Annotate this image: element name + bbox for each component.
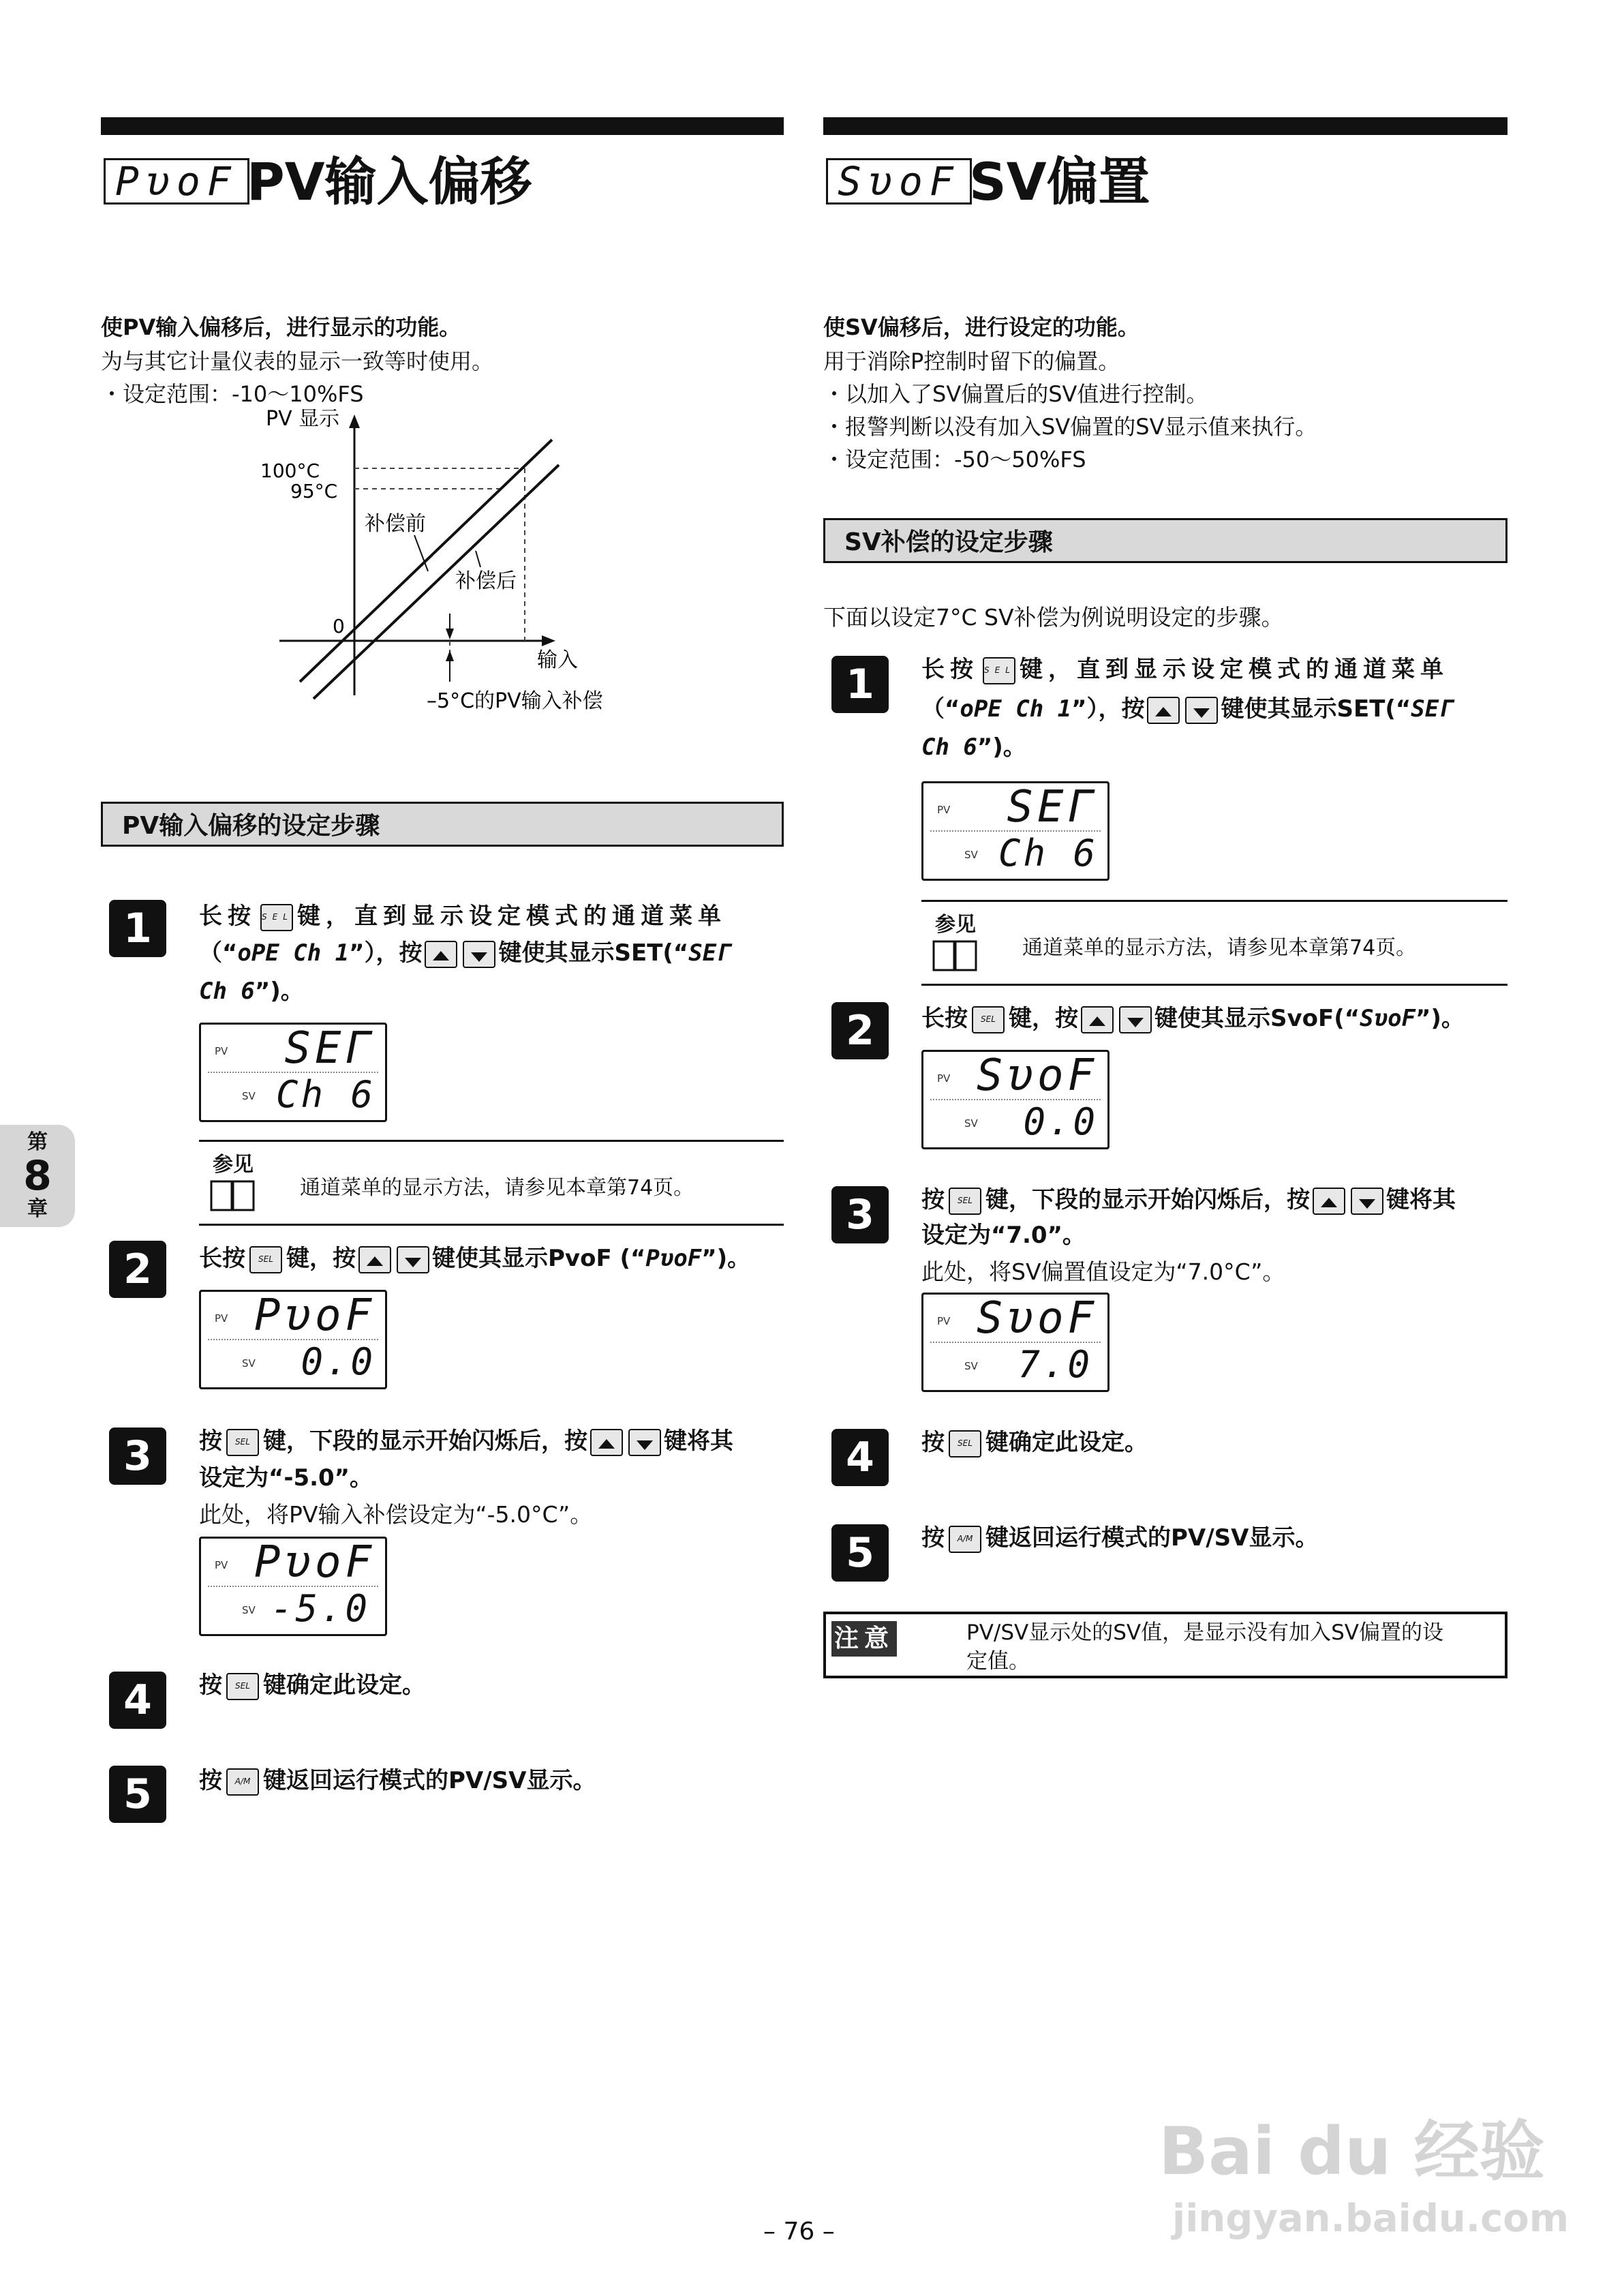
right-step1-l1b: 键，直到显示设定模式的通道菜单 — [1020, 656, 1449, 683]
left-step2-c: 键使其显示PvoF (“ — [432, 1245, 646, 1272]
left-intro-1: 为与其它计量仪表的显示一致等时使用。 — [101, 348, 494, 374]
left-step1-l2-code: oPE Ch 1 — [237, 939, 350, 967]
right-step5-b: 键返回运行模式的PV/SV显示。 — [985, 1524, 1319, 1552]
lcd-pv-label: PV — [215, 1312, 228, 1325]
chapter-number: 8 — [23, 1152, 52, 1200]
left-step1-line2 — [199, 934, 731, 972]
right-step3-lcd — [921, 1293, 1110, 1392]
down-key-icon — [397, 1246, 429, 1273]
left-intro-2: ・设定范围：-10～10%FS — [101, 381, 364, 407]
lcd-sv-value: 0.0 — [301, 1340, 376, 1383]
ref-label: 参见 — [213, 1153, 254, 1177]
left-step1-line3 — [199, 972, 304, 1010]
lcd-sv-label: SV — [242, 1604, 256, 1616]
note-line1: PV/SV显示处的SV值，是显示没有加入SV偏置的设 — [966, 1620, 1443, 1645]
right-step3-number: 3 — [831, 1186, 889, 1243]
left-step2-code: PυoF — [645, 1245, 702, 1272]
sel-key-icon: SEL — [260, 904, 293, 931]
graph-label-before: 补偿前 — [365, 512, 426, 536]
left-step2-b: 键，按 — [286, 1245, 356, 1272]
up-key-icon — [358, 1246, 391, 1273]
right-step3-b: 键，下段的显示开始闪烁后，按 — [985, 1186, 1310, 1213]
lcd-pv-label: PV — [215, 1045, 228, 1057]
left-top-rule — [101, 117, 784, 135]
lcd-sv-value-blinking: 7.0 — [1017, 1343, 1092, 1386]
right-intro-3: ・报警判断以没有加入SV偏置的SV显示值来执行。 — [823, 414, 1317, 440]
left-step1-l3b: ”)。 — [254, 978, 304, 1005]
right-step1-l3b: ”)。 — [977, 734, 1026, 761]
book-icon — [209, 1177, 256, 1213]
down-key-icon — [628, 1429, 661, 1456]
am-key-icon: A/M — [949, 1526, 981, 1553]
baidu-watermark-url: jingyan.baidu.com — [1172, 2196, 1570, 2241]
chapter-bottom: 章 — [27, 1197, 48, 1221]
right-step4-line — [921, 1423, 1148, 1462]
sel-key-icon: SEL — [983, 657, 1015, 684]
page-number: – 76 – — [763, 2218, 835, 2246]
left-step2-d: ”)。 — [701, 1245, 751, 1272]
left-step1-l3-code: Ch 6 — [199, 978, 255, 1005]
right-step5-number: 5 — [831, 1524, 889, 1582]
right-step1-number: 1 — [831, 656, 889, 713]
lcd-pv-value: PυoF — [254, 1537, 376, 1588]
right-reference-box — [921, 900, 1508, 986]
right-step2-d: ”)。 — [1416, 1005, 1465, 1032]
lcd-pv-value: SEΓ — [284, 1023, 376, 1074]
right-intro-bold: 使SV偏移后，进行设定的功能。 — [823, 314, 1139, 340]
graph-zero: 0 — [333, 615, 345, 637]
left-step4-b: 键确定此设定。 — [263, 1672, 425, 1699]
graph-tick-100: 100°C — [260, 459, 320, 482]
left-step3-line3: 此处，将PV输入补偿设定为“-5.0°C”。 — [199, 1501, 593, 1528]
left-step4-line — [199, 1666, 425, 1704]
sel-key-icon: SEL — [972, 1006, 1005, 1033]
right-step1-l2c: 键使其显示SET(“ — [1221, 695, 1411, 723]
right-step1-line2 — [921, 690, 1453, 728]
right-lead: 下面以设定7°C SV补偿为例说明设定的步骤。 — [823, 604, 1284, 631]
left-section-title: PV输入偏移 — [247, 151, 532, 212]
lcd-sv-label: SV — [242, 1357, 256, 1370]
pv-offset-graph — [259, 409, 641, 723]
left-step5-line — [199, 1762, 596, 1800]
right-step2-number: 2 — [831, 1002, 889, 1059]
left-step1-lcd — [199, 1023, 387, 1122]
left-step5-a: 按 — [199, 1767, 222, 1794]
chapter-tab — [0, 1125, 75, 1227]
right-step1-l3-code: Ch 6 — [921, 734, 977, 761]
lcd-pv-value: SυoF — [976, 1293, 1098, 1344]
graph-tick-95: 95°C — [290, 480, 338, 502]
note-line2: 定值。 — [966, 1649, 1030, 1674]
graph-x-label: 输入 — [537, 648, 578, 672]
left-step1-l2a: （“ — [199, 939, 238, 967]
lcd-sv-value: 0.0 — [1023, 1100, 1098, 1143]
right-step3-line3: 此处，将SV偏置值设定为“7.0°C”。 — [921, 1258, 1285, 1285]
lcd-sv-value: Ch 6 — [998, 832, 1098, 875]
ref-label: 参见 — [935, 913, 976, 937]
right-step2-lcd — [921, 1050, 1110, 1149]
x-axis-arrow-icon — [542, 635, 555, 646]
right-step5-a: 按 — [921, 1524, 945, 1552]
up-key-icon — [1147, 697, 1180, 724]
right-step2-b: 键，按 — [1009, 1005, 1078, 1032]
right-section-code: SυoF — [826, 158, 972, 205]
left-step4-number: 4 — [109, 1672, 166, 1729]
right-intro-2: ・以加入了SV偏置后的SV值进行控制。 — [823, 381, 1208, 407]
up-key-icon — [590, 1429, 623, 1456]
right-step3-line1 — [921, 1181, 1456, 1219]
right-step1-l2-code: oPE Ch 1 — [960, 695, 1072, 723]
right-step4-a: 按 — [921, 1429, 945, 1456]
right-subhead: SV补偿的设定步骤 — [823, 518, 1508, 563]
ref-text: 通道菜单的显示方法，请参见本章第74页。 — [1022, 936, 1417, 960]
book-icon — [931, 937, 979, 973]
am-key-icon: A/M — [226, 1768, 259, 1796]
graph-y-label: PV 显示 — [266, 409, 340, 431]
lcd-sv-label: SV — [964, 1360, 978, 1372]
lcd-pv-value: SυoF — [976, 1051, 1098, 1101]
left-step3-line1 — [199, 1422, 733, 1460]
lcd-sv-value: Ch 6 — [275, 1073, 376, 1116]
lcd-pv-value: SEΓ — [1007, 782, 1098, 832]
lcd-sv-label: SV — [964, 849, 978, 861]
lcd-pv-label: PV — [215, 1559, 228, 1571]
lcd-pv-label: PV — [937, 1072, 951, 1085]
right-step1-line1 — [921, 650, 1449, 689]
chapter-top: 第 — [27, 1130, 48, 1154]
down-key-icon — [463, 941, 495, 968]
right-step1-lcd — [921, 781, 1110, 881]
right-step4-b: 键确定此设定。 — [985, 1429, 1148, 1456]
left-step1-line1 — [199, 897, 726, 935]
sel-key-icon: SEL — [226, 1429, 259, 1456]
left-step3-lcd — [199, 1537, 387, 1636]
right-step1-l1a: 长按 — [921, 656, 979, 683]
up-key-icon — [425, 941, 457, 968]
right-step2-code: SυoF — [1360, 1005, 1416, 1032]
left-step2-lcd — [199, 1290, 387, 1389]
right-step1-l2a: （“ — [921, 695, 960, 723]
down-key-icon — [1119, 1006, 1152, 1033]
line-before — [300, 440, 552, 682]
lcd-pv-label: PV — [937, 804, 951, 816]
lcd-sv-label: SV — [242, 1090, 256, 1102]
sel-key-icon: SEL — [949, 1430, 981, 1457]
left-step1-l1b: 键，直到显示设定模式的通道菜单 — [297, 903, 726, 930]
left-step4-a: 按 — [199, 1672, 222, 1699]
right-step3-a: 按 — [921, 1186, 945, 1213]
graph-caption: –5°C的PV输入补偿 — [427, 689, 603, 713]
left-step1-l2-code2: SEΓ — [688, 939, 731, 967]
sel-key-icon: SEL — [226, 1673, 259, 1700]
up-key-icon — [1313, 1188, 1345, 1215]
graph-label-after: 补偿后 — [455, 569, 517, 593]
sel-key-icon: SEL — [949, 1188, 981, 1215]
right-step2-c: 键使其显示SvoF(“ — [1154, 1005, 1360, 1032]
right-note-box — [823, 1612, 1508, 1678]
left-step1-l2c: 键使其显示SET(“ — [498, 939, 689, 967]
left-step3-c: 键将其 — [664, 1428, 733, 1455]
left-step3-number: 3 — [109, 1428, 166, 1485]
left-subhead: PV输入偏移的设定步骤 — [101, 802, 784, 847]
left-step3-line2: 设定为“-5.0”。 — [199, 1464, 373, 1492]
left-step1-l1a: 长按 — [199, 903, 256, 930]
left-step2-number: 2 — [109, 1241, 166, 1298]
lcd-sv-label: SV — [964, 1117, 978, 1130]
note-badge: 注意 — [831, 1621, 897, 1657]
lcd-pv-value: PυoF — [254, 1290, 376, 1341]
left-step2-a: 长按 — [199, 1245, 245, 1272]
right-section-title: SV偏置 — [969, 151, 1150, 212]
note-text — [966, 1618, 1443, 1676]
right-step1-line3 — [921, 728, 1026, 766]
right-step1-l2b: ”），按 — [1071, 695, 1145, 723]
right-intro-1: 用于消除P控制时留下的偏置。 — [823, 348, 1120, 374]
lcd-sv-value-blinking: -5.0 — [270, 1587, 370, 1630]
right-step5-line — [921, 1519, 1318, 1557]
y-axis-arrow-icon — [349, 414, 360, 428]
right-step4-number: 4 — [831, 1429, 889, 1486]
right-step2-line — [921, 999, 1465, 1038]
left-step3-a: 按 — [199, 1428, 222, 1455]
right-step2-a: 长按 — [921, 1005, 968, 1032]
left-step5-b: 键返回运行模式的PV/SV显示。 — [263, 1767, 596, 1794]
left-step3-b: 键，下段的显示开始闪烁后，按 — [263, 1428, 587, 1455]
sel-key-icon: SEL — [249, 1246, 282, 1273]
right-step1-l2-code2: SEΓ — [1411, 695, 1453, 723]
ref-text: 通道菜单的显示方法，请参见本章第74页。 — [300, 1176, 694, 1200]
left-intro-bold: 使PV输入偏移后，进行显示的功能。 — [101, 314, 461, 340]
down-key-icon — [1185, 697, 1218, 724]
left-step1-l2b: ”），按 — [349, 939, 423, 967]
left-step2-line — [199, 1239, 750, 1278]
line-after — [313, 465, 559, 699]
right-step3-line2: 设定为“7.0”。 — [921, 1222, 1086, 1249]
right-step3-c: 键将其 — [1386, 1186, 1456, 1213]
left-step1-number: 1 — [109, 900, 166, 957]
left-step5-number: 5 — [109, 1766, 166, 1823]
left-section-code: PυoF — [104, 158, 249, 205]
left-reference-box — [199, 1140, 784, 1226]
right-top-rule — [823, 117, 1508, 135]
right-intro-4: ・设定范围：-50～50%FS — [823, 447, 1086, 472]
lcd-pv-label: PV — [937, 1315, 951, 1327]
up-key-icon — [1081, 1006, 1114, 1033]
down-key-icon — [1351, 1188, 1383, 1215]
baidu-watermark-logo: Bai du 经验 — [1159, 2113, 1545, 2190]
